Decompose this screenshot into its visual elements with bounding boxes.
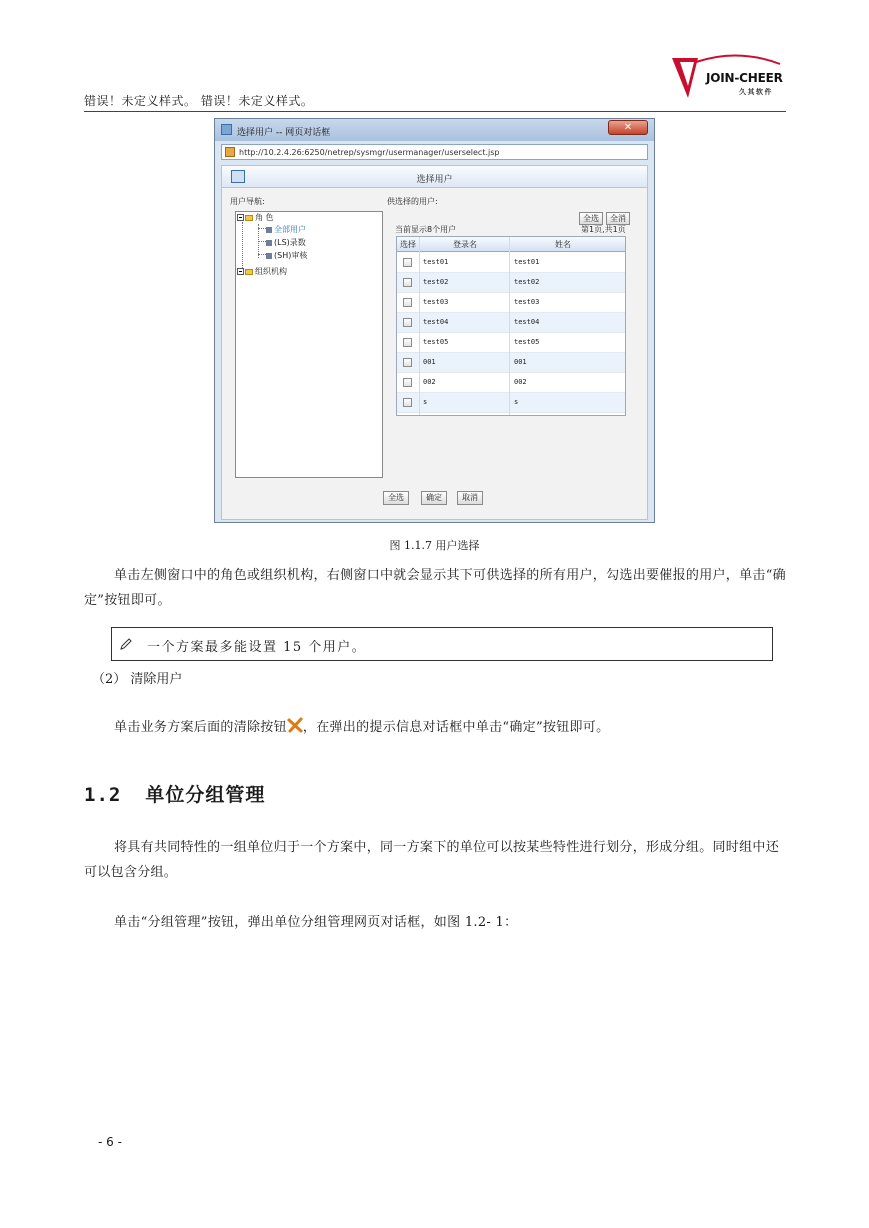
- select-all-button[interactable]: 全选: [579, 212, 603, 225]
- company-logo: [668, 52, 788, 104]
- col-select: 选择: [400, 240, 416, 249]
- row-login: test01: [423, 258, 449, 266]
- paragraph-group-manage: 单击“分组管理”按钮，弹出单位分组管理网页对话框，如图 1.2- 1：: [114, 915, 518, 930]
- selectable-users-label: 供选择的用户:: [387, 197, 438, 206]
- section-title: 单位分组管理: [145, 784, 266, 806]
- user-count: 当前显示8个用户: [395, 225, 457, 234]
- header-rule: [84, 111, 786, 112]
- row-name: test02: [514, 278, 540, 286]
- paragraph-group-desc: 将具有共同特性的一组单位归于一个方案中，同一方案下的单位可以按某些特性进行划分，形成分组。同时组中还可以包含分组。: [84, 840, 780, 880]
- row-name: test03: [514, 298, 540, 306]
- row-checkbox[interactable]: [403, 318, 412, 327]
- pencil-icon: [119, 637, 133, 651]
- panel-title: 选择用户: [416, 175, 453, 185]
- row-login: test04: [423, 318, 449, 326]
- row-checkbox[interactable]: [403, 338, 412, 347]
- clear-x-icon: [287, 717, 303, 733]
- row-login: test03: [423, 298, 449, 306]
- collapse-icon[interactable]: [237, 214, 244, 221]
- tree-node-ls[interactable]: (LS)录数: [266, 237, 306, 248]
- table-header: [397, 237, 625, 252]
- paragraph-user-select: 单击左侧窗口中的角色或组织机构，右侧窗口中就会显示其下可供选择的所有用户，勾选出要催报的用户，单击“确定”按钮即可。: [84, 568, 786, 608]
- page-icon: [225, 147, 235, 157]
- row-login: s: [423, 398, 428, 406]
- user-select-dialog-screenshot: [214, 118, 655, 523]
- table-row[interactable]: [397, 273, 625, 293]
- user-group-icon: [266, 240, 272, 246]
- row-checkbox[interactable]: [403, 398, 412, 407]
- address-url: http://10.2.4.26:6250/netrep/sysmgr/usermanager/userselect.jsp: [239, 148, 500, 157]
- row-name: test04: [514, 318, 540, 326]
- column-divider: [419, 237, 420, 415]
- row-checkbox[interactable]: [403, 278, 412, 287]
- dialog-title: 选择用户 -- 网页对话框: [237, 128, 331, 138]
- dialog-titlebar: [215, 119, 654, 141]
- table-row[interactable]: [397, 393, 625, 413]
- ok-button[interactable]: 确定: [421, 491, 447, 505]
- row-login: test05: [423, 338, 449, 346]
- row-login: 002: [423, 378, 436, 386]
- table-row[interactable]: [397, 313, 625, 333]
- tree-line: [258, 254, 266, 255]
- tree-line: [258, 228, 266, 229]
- cancel-button[interactable]: 取消: [457, 491, 483, 505]
- running-header: 错误！未定义样式。 错误！未定义样式。: [84, 94, 314, 108]
- row-login: 001: [423, 358, 436, 366]
- row-login: test02: [423, 278, 449, 286]
- table-row[interactable]: [397, 333, 625, 353]
- col-name: 姓名: [555, 240, 571, 249]
- logo-text: JOIN-CHEER: [706, 71, 783, 85]
- tree-node-sh[interactable]: (SH)审核: [266, 250, 307, 261]
- panel-header: [222, 166, 647, 188]
- note-box: [111, 627, 773, 661]
- figure-caption: 图 1.1.7 用户选择: [389, 539, 480, 552]
- bottom-select-all-button[interactable]: 全选: [383, 491, 409, 505]
- page-number: - 6 -: [98, 1135, 122, 1149]
- row-checkbox[interactable]: [403, 258, 412, 267]
- row-checkbox[interactable]: [403, 298, 412, 307]
- row-name: 001: [514, 358, 527, 366]
- table-row[interactable]: [397, 353, 625, 373]
- dialog-content: [221, 165, 648, 520]
- table-row[interactable]: [397, 253, 625, 273]
- folder-icon: [245, 269, 253, 275]
- tree-node-all-users[interactable]: 全部用户: [266, 224, 306, 235]
- folder-icon: [245, 215, 253, 221]
- note-text: 一个方案最多能设置 15 个用户。: [147, 640, 367, 655]
- row-name: test01: [514, 258, 540, 266]
- col-login: 登录名: [453, 240, 477, 249]
- page-info: 第1页,共1页: [581, 225, 626, 234]
- logo-subtext: 久其软件: [739, 88, 773, 96]
- user-group-icon: [266, 227, 272, 233]
- tree-node-org[interactable]: 组织机构: [237, 266, 287, 277]
- user-group-icon: [266, 253, 272, 259]
- subheading-clear-user: （2） 清除用户: [92, 672, 183, 687]
- tree-line: [258, 241, 266, 242]
- tree-line: [242, 222, 243, 270]
- table-row[interactable]: [397, 373, 625, 393]
- tree-node-roles[interactable]: 角 色: [237, 212, 274, 223]
- row-name: 002: [514, 378, 527, 386]
- row-checkbox[interactable]: [403, 378, 412, 387]
- address-bar: [221, 144, 648, 160]
- paragraph-clear-user: 单击业务方案后面的清除按钮 ，在弹出的提示信息对话框中单击“确定”按钮即可。: [84, 715, 786, 740]
- section-number: 1.2: [84, 784, 122, 806]
- expand-icon[interactable]: [237, 268, 244, 275]
- column-divider: [509, 237, 510, 415]
- row-name: s: [514, 398, 519, 406]
- section-heading: [84, 780, 265, 807]
- window-icon: [221, 124, 232, 135]
- clear-all-button[interactable]: 全消: [606, 212, 630, 225]
- user-nav-tree: [235, 211, 383, 478]
- user-nav-label: 用户导航:: [230, 197, 265, 206]
- row-name: test05: [514, 338, 540, 346]
- close-button[interactable]: ✕: [608, 120, 648, 135]
- row-checkbox[interactable]: [403, 358, 412, 367]
- user-table: [396, 236, 626, 416]
- table-row[interactable]: [397, 293, 625, 313]
